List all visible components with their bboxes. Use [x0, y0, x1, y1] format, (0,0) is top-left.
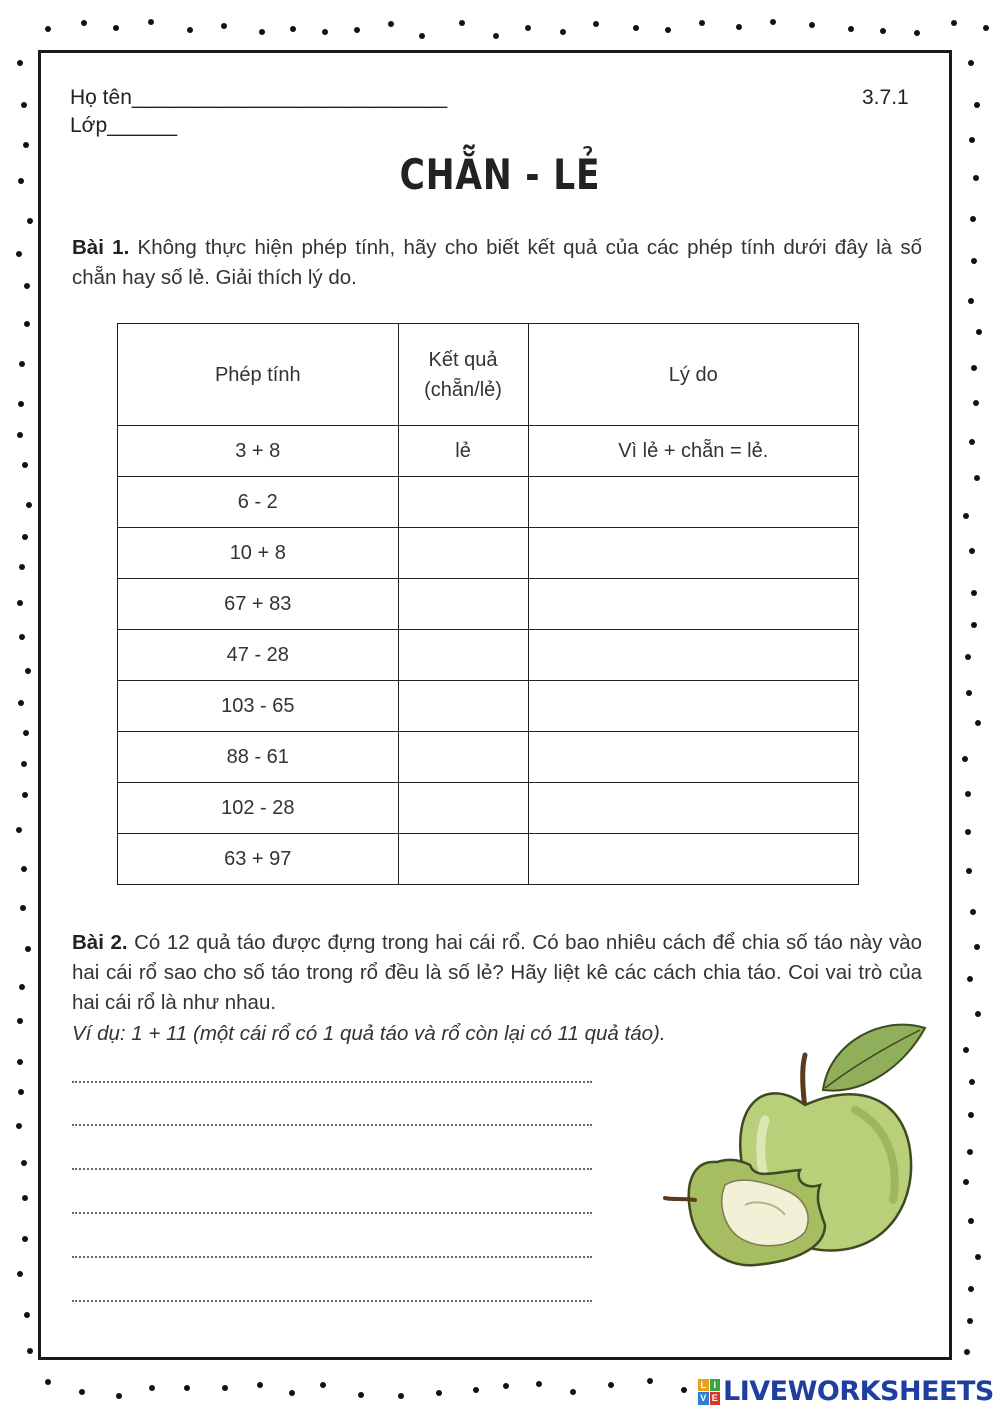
border-dot: [974, 102, 980, 108]
brand-text: LIVEWORKSHEETS: [723, 1376, 994, 1407]
border-dot: [976, 329, 982, 335]
reason-cell[interactable]: [528, 681, 858, 732]
border-dot: [17, 1059, 23, 1065]
border-dot: [967, 1318, 973, 1324]
border-dot: [965, 791, 971, 797]
result-cell[interactable]: [398, 834, 528, 885]
border-dot: [20, 905, 26, 911]
logo-letter: I: [710, 1379, 721, 1392]
border-dot: [18, 178, 24, 184]
result-cell: lẻ: [398, 426, 528, 477]
border-dot: [17, 600, 23, 606]
result-cell[interactable]: [398, 630, 528, 681]
worksheet-code: 3.7.1: [862, 86, 909, 109]
border-dot: [951, 20, 957, 26]
border-dot: [966, 690, 972, 696]
result-cell[interactable]: [398, 681, 528, 732]
border-dot: [222, 1385, 228, 1391]
table-row: [118, 426, 859, 477]
border-dot: [436, 1390, 442, 1396]
border-dot: [493, 33, 499, 39]
exercise2-prompt: [72, 928, 922, 1018]
answer-line[interactable]: [72, 1256, 592, 1258]
table-row: [118, 579, 859, 630]
border-dot: [21, 102, 27, 108]
operation-cell: 63 + 97: [118, 834, 399, 885]
border-dot: [23, 730, 29, 736]
border-dot: [22, 1195, 28, 1201]
border-dot: [633, 25, 639, 31]
border-dot: [969, 137, 975, 143]
border-dot: [973, 400, 979, 406]
reason-cell[interactable]: [528, 579, 858, 630]
answer-line[interactable]: [72, 1300, 592, 1302]
class-label: Lớp: [70, 114, 108, 137]
table-row: [118, 477, 859, 528]
apple-illustration: [655, 1010, 930, 1275]
border-dot: [27, 218, 33, 224]
logo-letter: E: [710, 1392, 721, 1405]
border-dot: [22, 534, 28, 540]
border-dot: [257, 1382, 263, 1388]
table-row: [118, 834, 859, 885]
exercise2-example: Ví dụ: 1 + 11 (một cái rổ có 1 quả táo và rổ còn lại có 11 quả táo).: [72, 1022, 666, 1045]
border-dot: [290, 26, 296, 32]
border-dot: [81, 20, 87, 26]
class-field[interactable]: [70, 114, 177, 138]
border-dot: [354, 27, 360, 33]
table-row: [118, 630, 859, 681]
border-dot: [17, 60, 23, 66]
border-dot: [27, 1348, 33, 1354]
answer-line[interactable]: [72, 1124, 592, 1126]
border-dot: [16, 251, 22, 257]
reason-cell[interactable]: [528, 834, 858, 885]
border-dot: [969, 1079, 975, 1085]
border-dot: [973, 175, 979, 181]
border-dot: [113, 25, 119, 31]
border-dot: [770, 19, 776, 25]
border-dot: [975, 720, 981, 726]
border-dot: [503, 1383, 509, 1389]
exercise2-text: Có 12 quả táo được đựng trong hai cái rổ. Có bao nhiêu cách để chia số táo này vào hai cái rổ sao cho số táo trong rổ đều là số lẻ? Hãy liệt kê các cách chia táo. Coi vai trò của hai cái rổ là như nhau.: [72, 931, 922, 1014]
border-dot: [971, 622, 977, 628]
name-field[interactable]: [70, 86, 447, 110]
reason-cell[interactable]: [528, 732, 858, 783]
border-dot: [45, 1379, 51, 1385]
border-dot: [968, 1286, 974, 1292]
table-header-operation: Phép tính: [118, 324, 399, 426]
border-dot: [967, 1149, 973, 1155]
exercise2-label: Bài 2.: [72, 931, 128, 954]
border-dot: [79, 1389, 85, 1395]
border-dot: [388, 21, 394, 27]
border-dot: [970, 909, 976, 915]
border-dot: [736, 24, 742, 30]
border-dot: [18, 401, 24, 407]
border-dot: [322, 29, 328, 35]
border-dot: [116, 1393, 122, 1399]
border-dot: [681, 1387, 687, 1393]
border-dot: [647, 1378, 653, 1384]
border-dot: [221, 23, 227, 29]
name-label: Họ tên: [70, 86, 132, 109]
result-header-text: Kết quả (chẵn/lẻ): [424, 348, 502, 401]
border-dot: [187, 27, 193, 33]
border-dot: [24, 283, 30, 289]
border-dot: [184, 1385, 190, 1391]
border-dot: [968, 298, 974, 304]
border-dot: [16, 1123, 22, 1129]
border-dot: [22, 462, 28, 468]
page-title: CHẴN - LẺ: [399, 150, 601, 199]
table-row: [118, 528, 859, 579]
logo-letter: L: [698, 1379, 709, 1392]
border-dot: [969, 548, 975, 554]
name-blank[interactable]: ___________________________: [131, 86, 448, 109]
operation-cell: 6 - 2: [118, 477, 399, 528]
border-dot: [24, 321, 30, 327]
reason-cell: Vì lẻ + chẵn = lẻ.: [528, 426, 858, 477]
border-dot: [880, 28, 886, 34]
border-dot: [965, 829, 971, 835]
border-dot: [536, 1381, 542, 1387]
operation-cell: 102 - 28: [118, 783, 399, 834]
border-dot: [665, 27, 671, 33]
border-dot: [22, 792, 28, 798]
border-dot: [358, 1392, 364, 1398]
border-dot: [962, 756, 968, 762]
logo-letter: V: [698, 1392, 709, 1405]
answer-line[interactable]: [72, 1168, 592, 1170]
operation-cell: 47 - 28: [118, 630, 399, 681]
reason-cell[interactable]: [528, 783, 858, 834]
border-dot: [18, 700, 24, 706]
exercise1-label: Bài 1.: [72, 236, 130, 259]
border-dot: [398, 1393, 404, 1399]
class-blank[interactable]: ______: [107, 114, 178, 137]
border-dot: [965, 654, 971, 660]
border-dot: [21, 761, 27, 767]
border-dot: [974, 944, 980, 950]
border-dot: [974, 475, 980, 481]
border-dot: [968, 60, 974, 66]
border-dot: [25, 946, 31, 952]
border-dot: [17, 1271, 23, 1277]
result-cell[interactable]: [398, 783, 528, 834]
border-dot: [963, 1047, 969, 1053]
table-header-reason: Lý do: [528, 324, 858, 426]
border-dot: [21, 1160, 27, 1166]
border-dot: [19, 564, 25, 570]
answer-line[interactable]: [72, 1081, 592, 1083]
border-dot: [25, 668, 31, 674]
border-dot: [473, 1387, 479, 1393]
border-dot: [971, 365, 977, 371]
border-dot: [809, 22, 815, 28]
operation-cell: 103 - 65: [118, 681, 399, 732]
border-dot: [983, 25, 989, 31]
border-dot: [970, 216, 976, 222]
border-dot: [17, 1018, 23, 1024]
border-dot: [971, 258, 977, 264]
exercise1-text: Không thực hiện phép tính, hãy cho biết kết quả của các phép tính dưới đây là số chẵn hay số lẻ. Giải thích lý do.: [72, 236, 923, 289]
border-dot: [560, 29, 566, 35]
border-dot: [22, 1236, 28, 1242]
operation-cell: 3 + 8: [118, 426, 399, 477]
border-dot: [963, 1179, 969, 1185]
operation-cell: 88 - 61: [118, 732, 399, 783]
reason-cell[interactable]: [528, 630, 858, 681]
border-dot: [149, 1385, 155, 1391]
border-dot: [259, 29, 265, 35]
border-dot: [26, 502, 32, 508]
liveworksheets-brand[interactable]: [698, 1376, 994, 1407]
border-dot: [16, 827, 22, 833]
border-dot: [967, 976, 973, 982]
table-header-result: [398, 324, 528, 426]
border-dot: [459, 20, 465, 26]
border-dot: [320, 1382, 326, 1388]
border-dot: [971, 590, 977, 596]
table-row: [118, 783, 859, 834]
border-dot: [289, 1390, 295, 1396]
border-dot: [969, 439, 975, 445]
border-dot: [699, 20, 705, 26]
border-dot: [45, 26, 51, 32]
border-dot: [18, 1089, 24, 1095]
border-dot: [975, 1011, 981, 1017]
table-header-row: [118, 324, 859, 426]
exercise1-prompt: [72, 233, 922, 293]
border-dot: [975, 1254, 981, 1260]
border-dot: [525, 25, 531, 31]
operation-cell: 10 + 8: [118, 528, 399, 579]
border-dot: [419, 33, 425, 39]
result-cell[interactable]: [398, 732, 528, 783]
border-dot: [914, 30, 920, 36]
result-cell[interactable]: [398, 477, 528, 528]
border-dot: [24, 1312, 30, 1318]
border-dot: [19, 361, 25, 367]
border-dot: [23, 142, 29, 148]
operation-cell: 67 + 83: [118, 579, 399, 630]
border-dot: [966, 868, 972, 874]
border-dot: [593, 21, 599, 27]
border-dot: [968, 1112, 974, 1118]
border-dot: [148, 19, 154, 25]
reason-cell[interactable]: [528, 477, 858, 528]
result-cell[interactable]: [398, 579, 528, 630]
border-dot: [21, 866, 27, 872]
border-dot: [17, 432, 23, 438]
answer-line[interactable]: [72, 1212, 592, 1214]
table-row: [118, 732, 859, 783]
border-dot: [608, 1382, 614, 1388]
border-dot: [19, 984, 25, 990]
border-dot: [964, 1349, 970, 1355]
liveworksheets-logo-icon: [698, 1379, 720, 1405]
border-dot: [968, 1218, 974, 1224]
border-dot: [570, 1389, 576, 1395]
border-dot: [19, 634, 25, 640]
exercise1-table: [117, 323, 859, 885]
table-row: [118, 681, 859, 732]
border-dot: [848, 26, 854, 32]
result-cell[interactable]: [398, 528, 528, 579]
reason-cell[interactable]: [528, 528, 858, 579]
border-dot: [963, 513, 969, 519]
